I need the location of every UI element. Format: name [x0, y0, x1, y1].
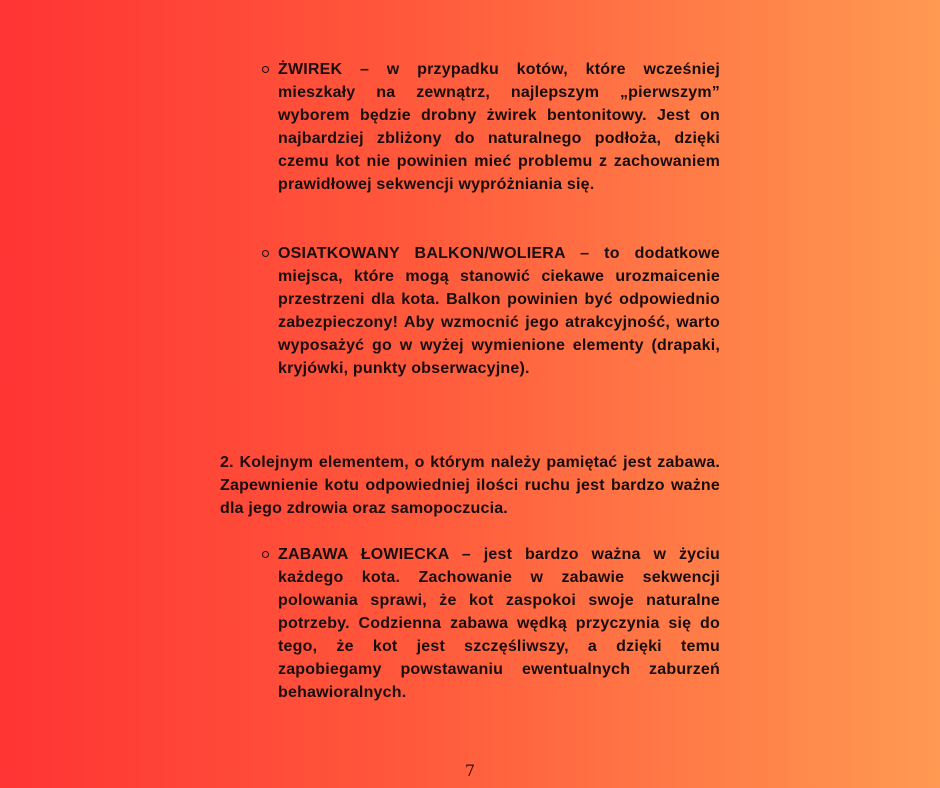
bullet-circle-icon [262, 250, 269, 257]
bullet-text: OSIATKOWANY BALKON/WOLIERA – to dodatkowe miejsca, które mogą stanowić ciekawe urozmaicenie przestrzeni dla kota. Balkon powinien być odpowiednio zabezpieczony! Aby wzmocnić jego atrakcyjność, warto wyposażyć go w wyżej wymienione elementy (drapaki, kryjówki, punkty obserwacyjne). [278, 245, 720, 377]
bullet-item-balkon [278, 242, 720, 380]
bullet-item-zabawa [278, 543, 720, 704]
numbered-paragraph: 2. Kolejnym elementem, o którym należy pamiętać jest zabawa. Zapewnienie kotu odpowiedniej ilości ruchu jest bardzo ważne dla jego zdrowia oraz samopoczucia. [220, 454, 720, 517]
bullet-text: ŻWIREK – w przypadku kotów, które wcześniej mieszkały na zewnątrz, najlepszym „pierwszym” wyborem będzie drobny żwirek bentonitowy. Jest on najbardziej zbliżony do naturalnego podłoża, dzięki czemu kot nie powinien mieć problemu z zachowaniem prawidłowej sekwencji wypróżniania się. [278, 61, 720, 193]
bullet-circle-icon [262, 66, 269, 73]
page-number: 7 [464, 761, 476, 780]
bullet-item-zwirek [278, 58, 720, 196]
bullet-circle-icon [262, 551, 269, 558]
bullet-text: ZABAWA ŁOWIECKA – jest bardzo ważna w życiu każdego kota. Zachowanie w zabawie sekwencji polowania sprawi, że kot zaspokoi swoje naturalne potrzeby. Codzienna zabawa wędką przyczynia się do tego, że kot jest szczęśliwszy, a dzięki temu zapobiegamy powstawaniu ewentualnych zaburzeń behawioralnych. [278, 546, 720, 701]
